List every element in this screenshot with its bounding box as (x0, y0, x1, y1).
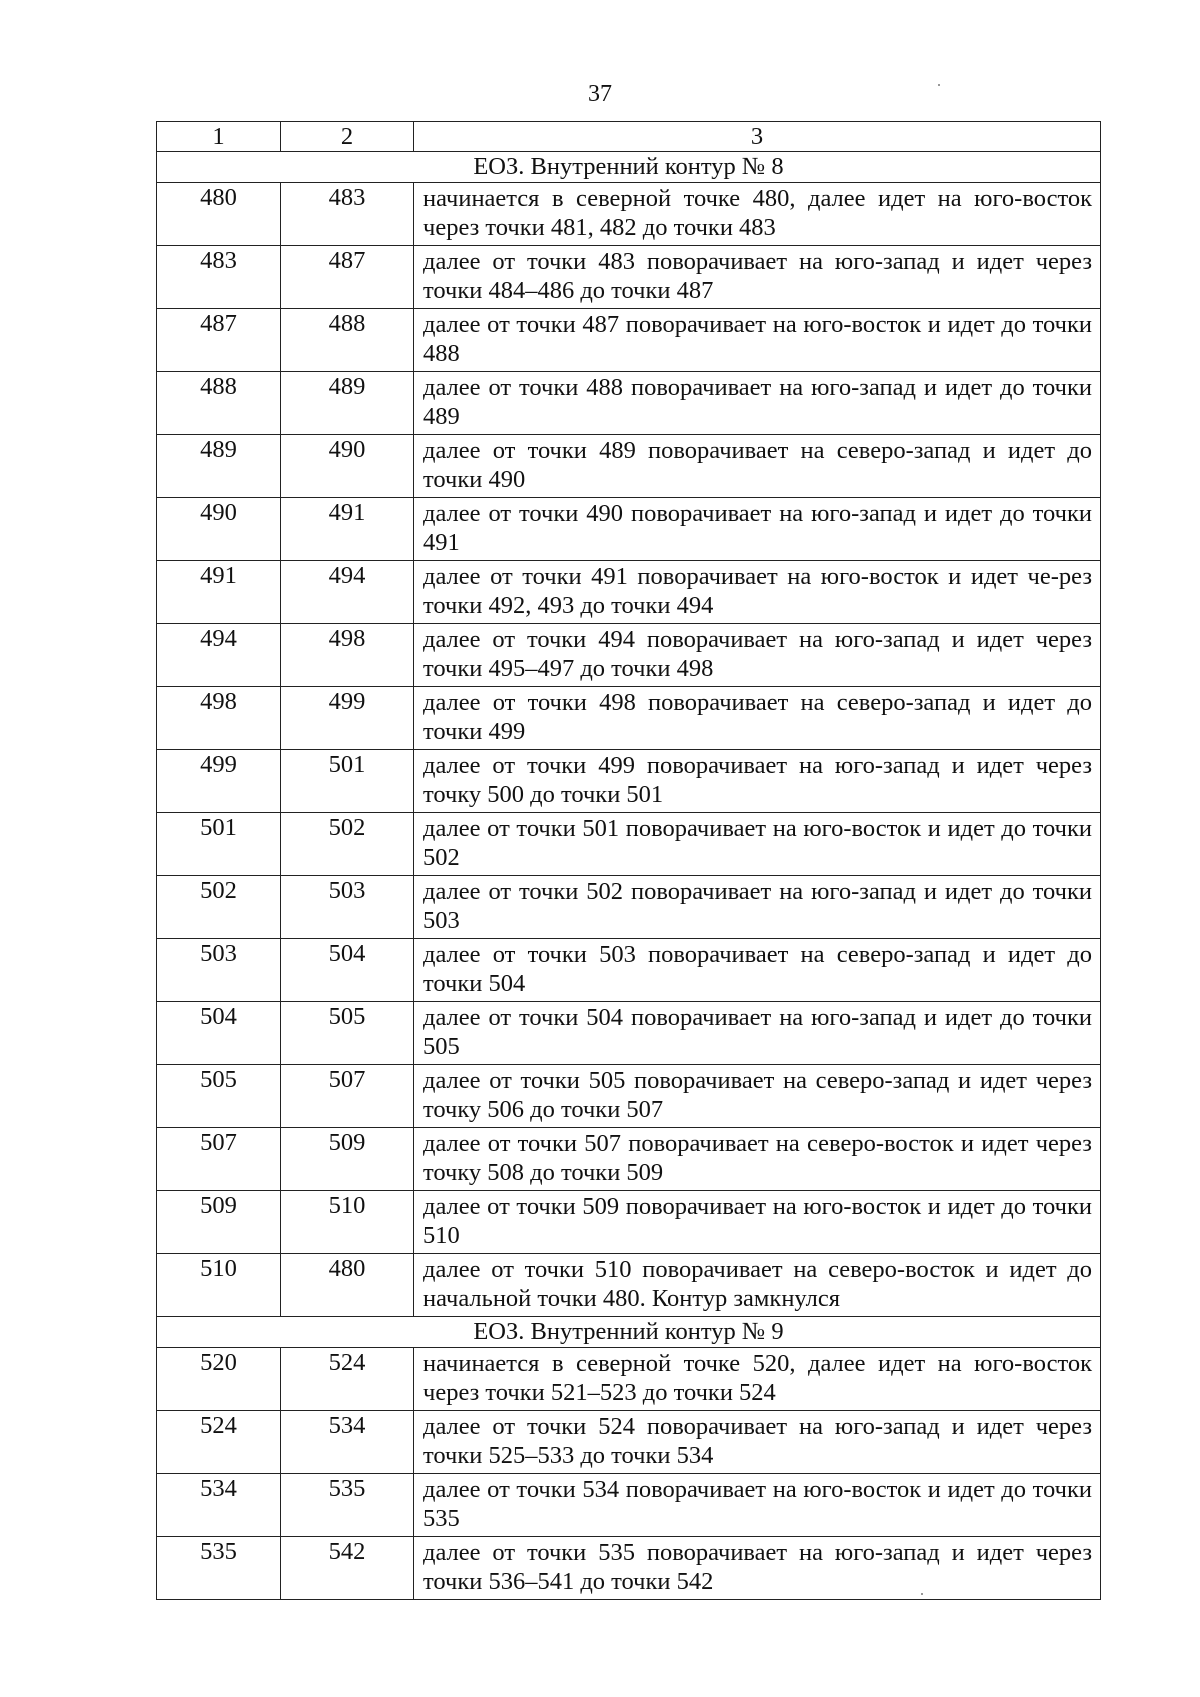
description-cell: далее от точки 504 поворачивает на юго-запад и идет до точки 505 (414, 1002, 1101, 1065)
point-from-cell: 504 (157, 1002, 281, 1065)
table-row (157, 372, 1101, 435)
table-row (157, 1537, 1101, 1600)
section-title: ЕОЗ. Внутренний контур № 8 (157, 152, 1101, 183)
description-cell: начинается в северной точке 480, далее идет на юго-восток через точки 481, 482 до точки 483 (414, 183, 1101, 246)
point-to-cell: 524 (281, 1348, 414, 1411)
table-row (157, 687, 1101, 750)
point-from-cell: 488 (157, 372, 281, 435)
point-from-cell: 480 (157, 183, 281, 246)
table-row (157, 624, 1101, 687)
description-cell: далее от точки 505 поворачивает на северо-запад и идет через точку 506 до точки 507 (414, 1065, 1101, 1128)
table-row (157, 498, 1101, 561)
point-to-cell: 487 (281, 246, 414, 309)
section-row (157, 152, 1101, 183)
description-cell: далее от точки 489 поворачивает на северо-запад и идет до точки 490 (414, 435, 1101, 498)
table-row (157, 1254, 1101, 1317)
point-to-cell: 494 (281, 561, 414, 624)
point-from-cell: 501 (157, 813, 281, 876)
description-cell: далее от точки 499 поворачивает на юго-запад и идет через точку 500 до точки 501 (414, 750, 1101, 813)
description-cell: далее от точки 490 поворачивает на юго-запад и идет до точки 491 (414, 498, 1101, 561)
table-row (157, 309, 1101, 372)
table-row (157, 1411, 1101, 1474)
table-body (157, 122, 1101, 1600)
table-row (157, 1348, 1101, 1411)
table-row (157, 246, 1101, 309)
table-row (157, 750, 1101, 813)
point-from-cell: 502 (157, 876, 281, 939)
description-cell: далее от точки 501 поворачивает на юго-восток и идет до точки 502 (414, 813, 1101, 876)
point-from-cell: 498 (157, 687, 281, 750)
point-to-cell: 542 (281, 1537, 414, 1600)
point-to-cell: 505 (281, 1002, 414, 1065)
table-row (157, 1065, 1101, 1128)
header-cell-2: 2 (281, 122, 414, 152)
description-cell: далее от точки 491 поворачивает на юго-восток и идет че-рез точки 492, 493 до точки 494 (414, 561, 1101, 624)
table-row (157, 183, 1101, 246)
point-from-cell: 503 (157, 939, 281, 1002)
description-cell: далее от точки 534 поворачивает на юго-восток и идет до точки 535 (414, 1474, 1101, 1537)
scan-speck (938, 84, 940, 86)
point-to-cell: 502 (281, 813, 414, 876)
point-from-cell: 491 (157, 561, 281, 624)
table-row (157, 1002, 1101, 1065)
point-to-cell: 509 (281, 1128, 414, 1191)
point-to-cell: 503 (281, 876, 414, 939)
description-cell: далее от точки 498 поворачивает на северо-запад и идет до точки 499 (414, 687, 1101, 750)
point-to-cell: 534 (281, 1411, 414, 1474)
point-from-cell: 509 (157, 1191, 281, 1254)
table-row (157, 1474, 1101, 1537)
point-from-cell: 483 (157, 246, 281, 309)
point-from-cell: 505 (157, 1065, 281, 1128)
description-cell: далее от точки 535 поворачивает на юго-запад и идет через точки 536–541 до точки 542 (414, 1537, 1101, 1600)
description-cell: далее от точки 483 поворачивает на юго-запад и идет через точки 484–486 до точки 487 (414, 246, 1101, 309)
point-from-cell: 490 (157, 498, 281, 561)
point-to-cell: 483 (281, 183, 414, 246)
description-cell: далее от точки 488 поворачивает на юго-запад и идет до точки 489 (414, 372, 1101, 435)
point-to-cell: 490 (281, 435, 414, 498)
point-to-cell: 504 (281, 939, 414, 1002)
point-to-cell: 501 (281, 750, 414, 813)
table-row (157, 813, 1101, 876)
boundary-table (156, 121, 1101, 1600)
point-from-cell: 487 (157, 309, 281, 372)
point-to-cell: 488 (281, 309, 414, 372)
point-to-cell: 507 (281, 1065, 414, 1128)
point-from-cell: 507 (157, 1128, 281, 1191)
page-number: 37 (588, 81, 612, 107)
table-row (157, 1128, 1101, 1191)
point-from-cell: 499 (157, 750, 281, 813)
point-to-cell: 498 (281, 624, 414, 687)
section-row (157, 1317, 1101, 1348)
description-cell: далее от точки 494 поворачивает на юго-запад и идет через точки 495–497 до точки 498 (414, 624, 1101, 687)
header-cell-3: 3 (414, 122, 1101, 152)
point-from-cell: 535 (157, 1537, 281, 1600)
table-row (157, 1191, 1101, 1254)
point-from-cell: 534 (157, 1474, 281, 1537)
description-cell: далее от точки 502 поворачивает на юго-запад и идет до точки 503 (414, 876, 1101, 939)
table-row (157, 939, 1101, 1002)
description-cell: далее от точки 509 поворачивает на юго-восток и идет до точки 510 (414, 1191, 1101, 1254)
header-cell-1: 1 (157, 122, 281, 152)
point-from-cell: 510 (157, 1254, 281, 1317)
table-row (157, 561, 1101, 624)
point-to-cell: 499 (281, 687, 414, 750)
description-cell: далее от точки 510 поворачивает на северо-восток и идет до начальной точки 480. Контур замкнулся (414, 1254, 1101, 1317)
point-from-cell: 520 (157, 1348, 281, 1411)
table-header-row (157, 122, 1101, 152)
point-from-cell: 524 (157, 1411, 281, 1474)
description-cell: далее от точки 487 поворачивает на юго-восток и идет до точки 488 (414, 309, 1101, 372)
section-title: ЕОЗ. Внутренний контур № 9 (157, 1317, 1101, 1348)
table-row (157, 435, 1101, 498)
point-to-cell: 535 (281, 1474, 414, 1537)
point-to-cell: 489 (281, 372, 414, 435)
description-cell: далее от точки 503 поворачивает на северо-запад и идет до точки 504 (414, 939, 1101, 1002)
description-cell: далее от точки 524 поворачивает на юго-запад и идет через точки 525–533 до точки 534 (414, 1411, 1101, 1474)
table-row (157, 876, 1101, 939)
point-from-cell: 489 (157, 435, 281, 498)
point-to-cell: 510 (281, 1191, 414, 1254)
point-to-cell: 480 (281, 1254, 414, 1317)
point-to-cell: 491 (281, 498, 414, 561)
description-cell: далее от точки 507 поворачивает на северо-восток и идет через точку 508 до точки 509 (414, 1128, 1101, 1191)
point-from-cell: 494 (157, 624, 281, 687)
scan-speck (921, 1593, 923, 1595)
description-cell: начинается в северной точке 520, далее идет на юго-восток через точки 521–523 до точки 524 (414, 1348, 1101, 1411)
